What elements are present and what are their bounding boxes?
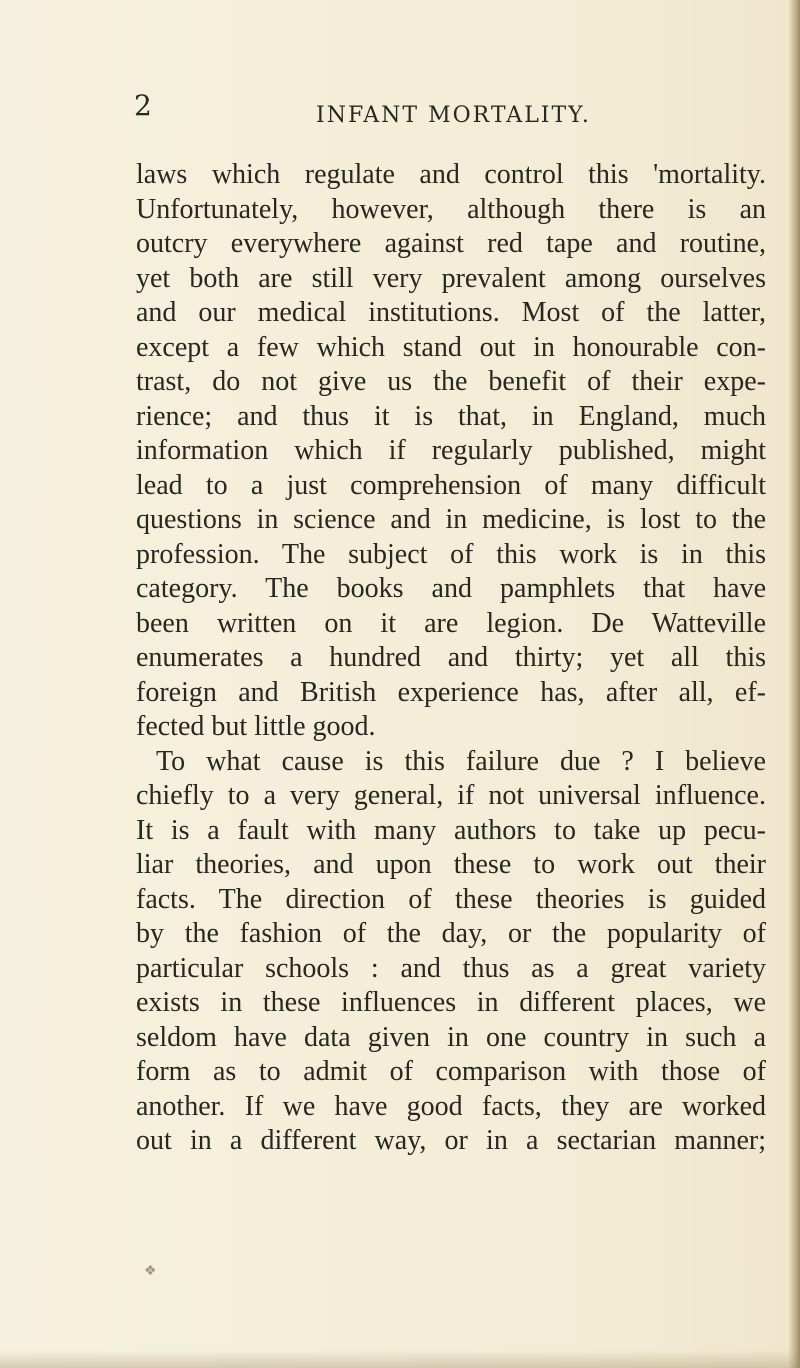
- text-line: form as to admit of comparison with those of: [136, 1056, 766, 1087]
- text-line: fected but little good.: [136, 711, 376, 742]
- text-line: another. If we have good facts, they are worked: [136, 1090, 766, 1122]
- running-head: INFANT MORTALITY.: [316, 103, 591, 128]
- text-line: liar theories, and upon these to work out their: [136, 849, 766, 880]
- text-line: enumerates a hundred and thirty; yet all this: [136, 642, 766, 673]
- body-text: [136, 158, 766, 1159]
- text-line: foreign and British experience has, after all, ef-: [136, 676, 766, 708]
- text-line: by the fashion of the day, or the popularity of: [136, 918, 766, 949]
- text-line: except a few which stand out in honourable con-: [136, 331, 766, 363]
- page-edge-shadow: [788, 0, 800, 1368]
- text-line: lead to a just comprehension of many difficult: [136, 469, 766, 501]
- text-line: yet both are still very prevalent among ourselves: [136, 262, 766, 294]
- text-line: been written on it are legion. De Watteville: [136, 607, 766, 639]
- text-line: laws which regulate and control this 'mortality.: [136, 159, 766, 190]
- text-line: To what cause is this failure due ? I believe: [156, 745, 766, 777]
- text-line: questions in science and in medicine, is lost to the: [136, 504, 766, 535]
- page-bottom-shadow: [0, 1350, 800, 1368]
- text-line: profession. The subject of this work is in this: [136, 538, 766, 570]
- text-line: category. The books and pamphlets that have: [136, 573, 766, 604]
- text-line: trast, do not give us the benefit of their expe-: [136, 366, 766, 397]
- text-line: out in a different way, or in a sectarian manner;: [136, 1125, 766, 1156]
- printer-mark: ❖: [144, 1263, 157, 1279]
- text-line: It is a fault with many authors to take up pecu-: [136, 814, 766, 846]
- text-line: seldom have data given in one country in such a: [136, 1021, 766, 1053]
- text-line: Unfortunately, however, although there is an: [136, 193, 766, 225]
- text-line: facts. The direction of these theories is guided: [136, 883, 766, 915]
- text-line: outcry everywhere against red tape and routine,: [136, 228, 766, 259]
- page-number: 2: [134, 89, 153, 122]
- text-line: and our medical institutions. Most of the latter,: [136, 297, 766, 328]
- text-line: chiefly to a very general, if not universal influence.: [136, 780, 766, 811]
- text-line: exists in these influences in different places, we: [136, 987, 766, 1018]
- text-line: rience; and thus it is that, in England, much: [136, 400, 766, 432]
- text-line: particular schools : and thus as a great variety: [136, 952, 766, 984]
- text-line: information which if regularly published, might: [136, 435, 766, 466]
